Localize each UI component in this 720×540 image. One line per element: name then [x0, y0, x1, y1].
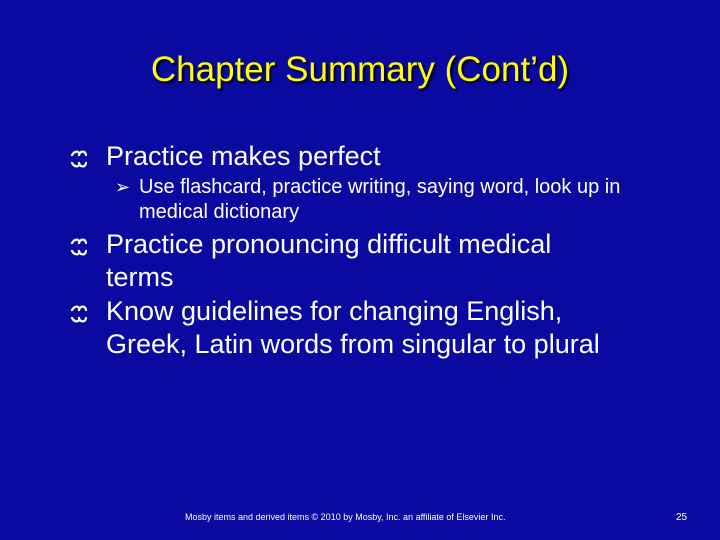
bullet-item: [68, 295, 668, 361]
decorative-bullet-icon: [68, 148, 90, 170]
sub-bullet-text: Use flashcard, practice writing, saying word, look up in medical dictionary: [139, 176, 621, 223]
decorative-bullet-icon: [68, 236, 90, 258]
copyright-footer: Mosby items and derived items © 2010 by Mosby, Inc. an affiliate of Elsevier Inc.: [185, 512, 506, 522]
slide-title: Chapter Summary (Cont’d): [150, 50, 570, 89]
decorative-bullet-icon: [68, 303, 90, 325]
page-number: 25: [676, 512, 688, 523]
bullet-item: [68, 228, 668, 294]
bullet-item: [68, 140, 668, 173]
arrow-bullet-icon: ➢: [115, 177, 131, 197]
bullet-text: Practice pronouncing difficult medical terms: [106, 229, 552, 292]
sub-bullet-item: [115, 175, 675, 225]
bullet-text: Know guidelines for changing English, Greek, Latin words from singular to plural: [106, 296, 600, 359]
bullet-text: Practice makes perfect: [106, 141, 381, 171]
